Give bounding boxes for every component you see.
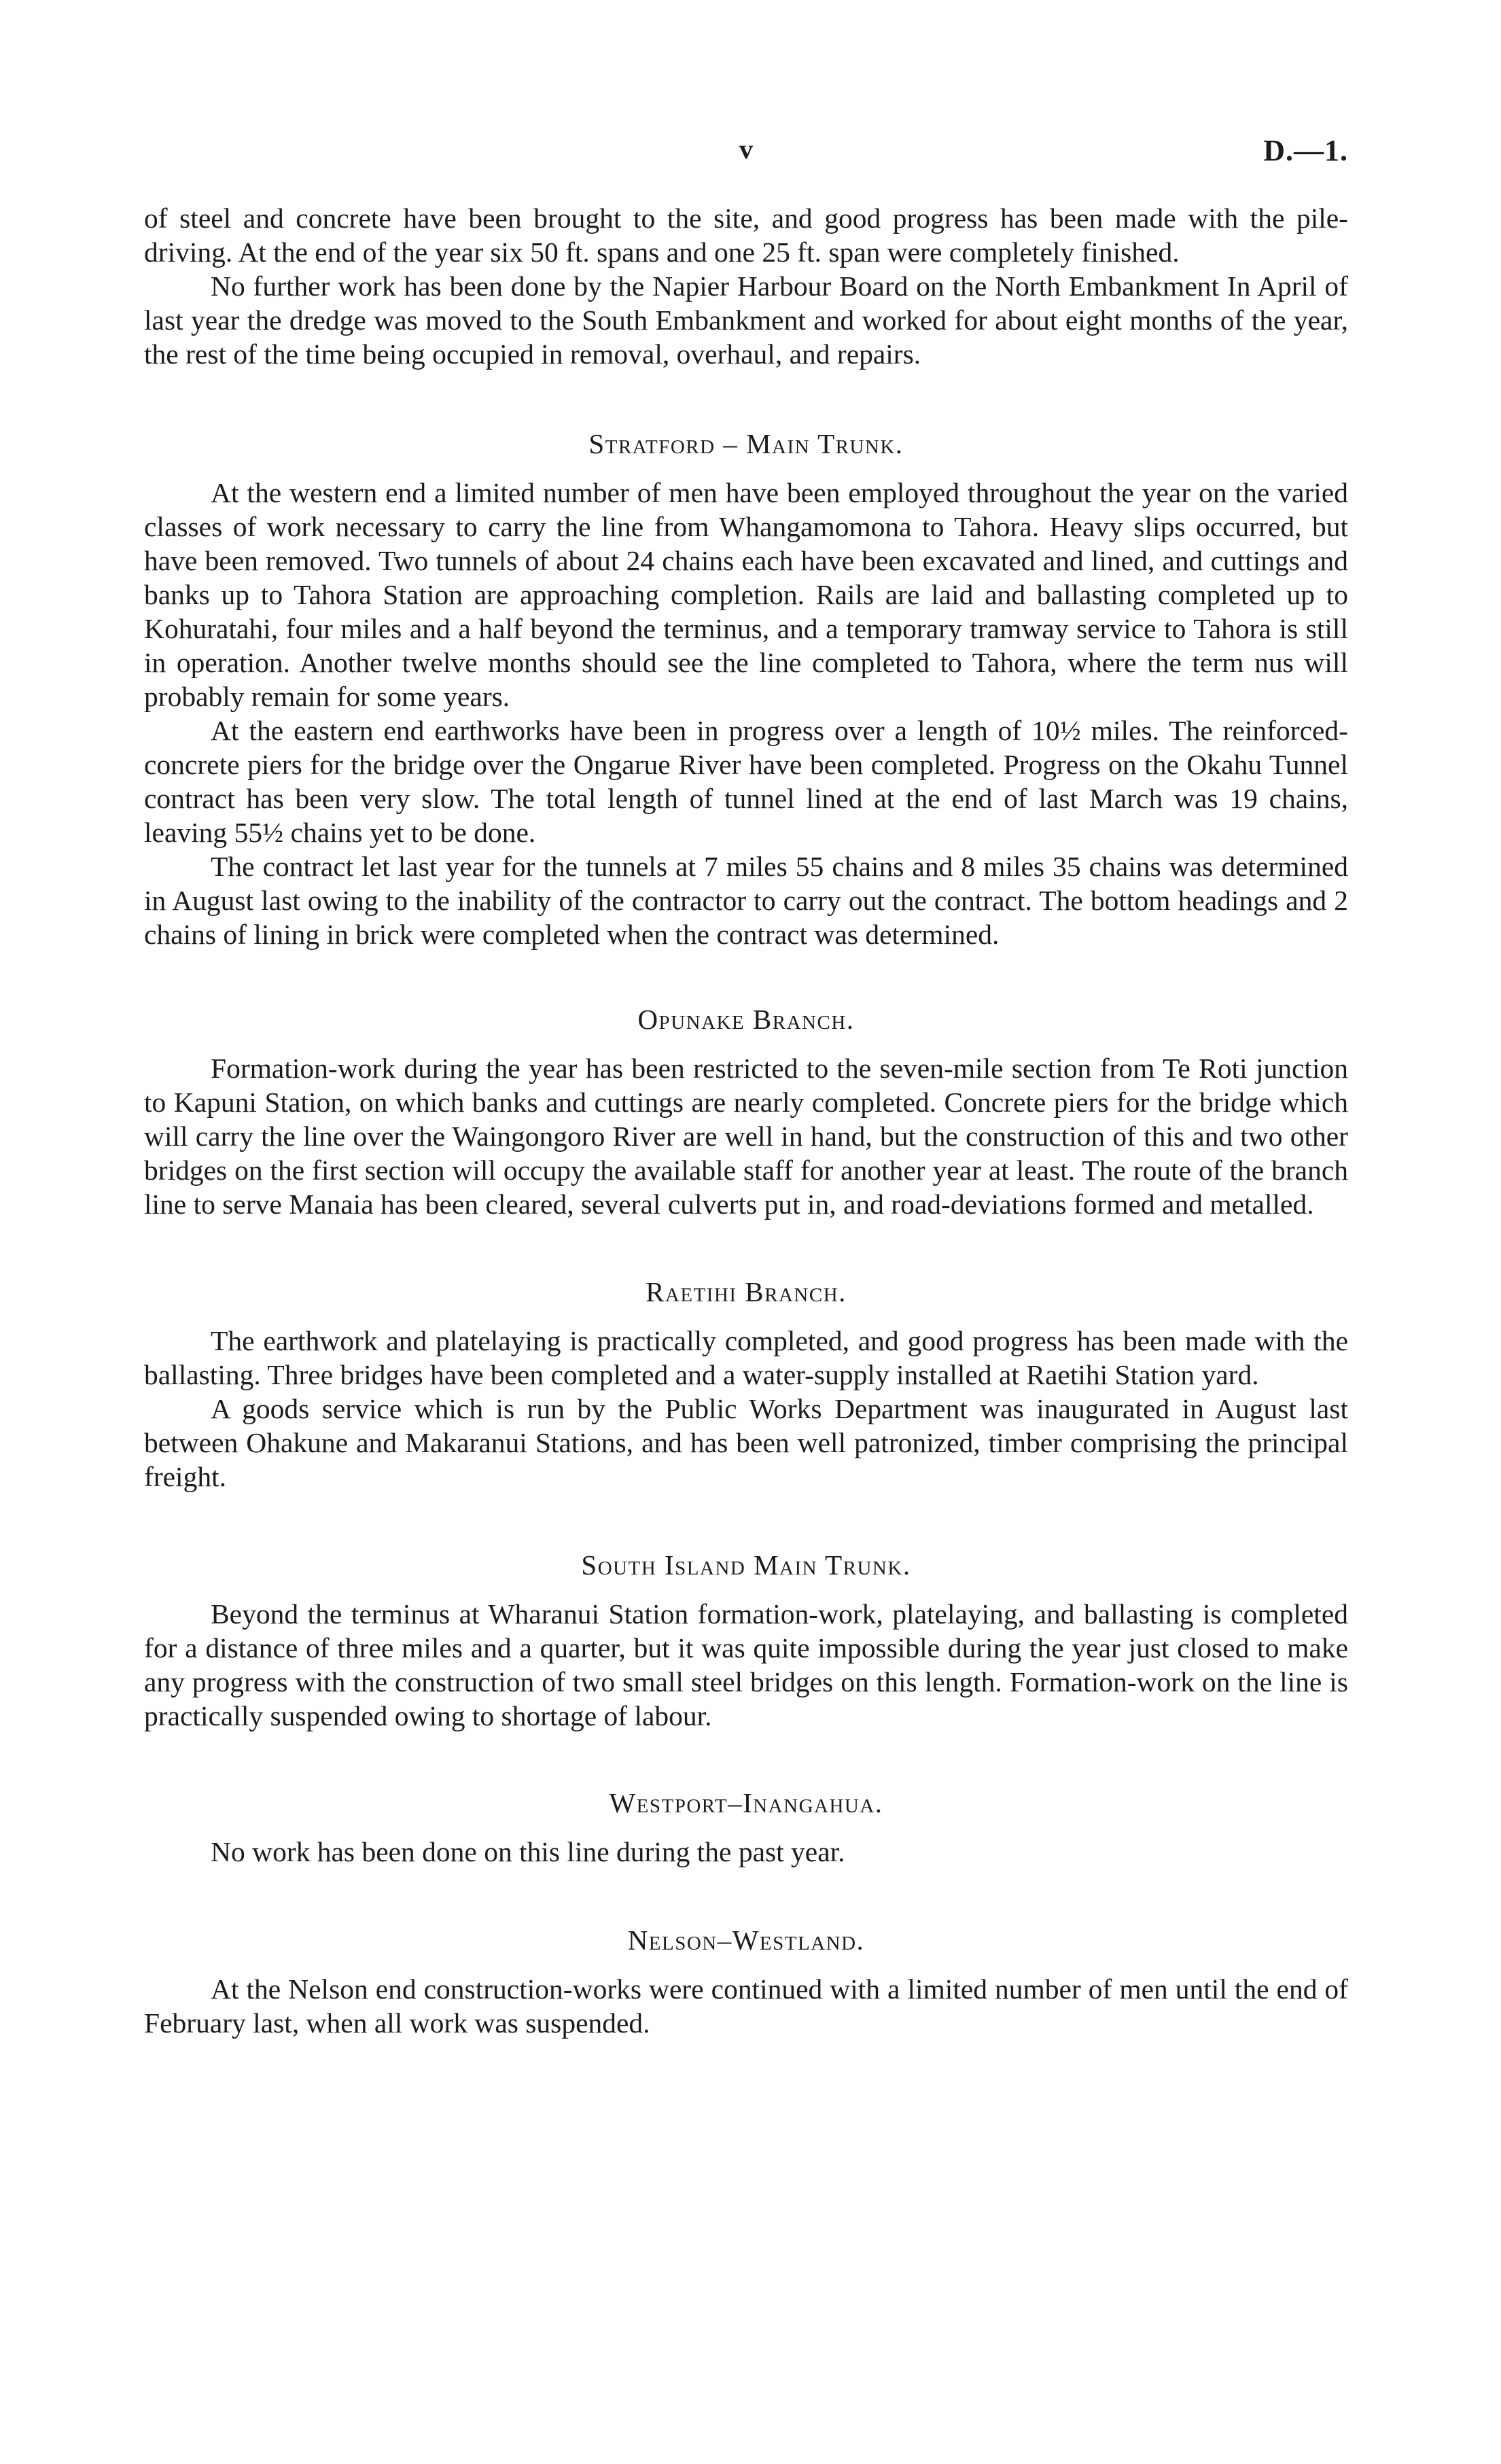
paragraph: The earthwork and platelaying is practically completed, and good progress has been made with the ballasting. Three bridges have been completed and a water-supply installed at Raetihi Station yard. bbox=[144, 1325, 1348, 1390]
page-body bbox=[144, 201, 1348, 2040]
section-westport-inangahua bbox=[144, 1786, 1348, 1869]
section-heading: Westport–Inangahua. bbox=[609, 1787, 883, 1818]
section-stratford-main-trunk bbox=[144, 427, 1348, 951]
section-heading: Stratford – Main Trunk. bbox=[588, 428, 904, 459]
paragraph: Beyond the terminus at Wharanui Station formation-work, platelaying, and ballasting is completed for a distance of three miles and a quarter, but it was quite impossible during the year just closed to make any progress with the construction of two small steel bridges on this length. Formation-work on the line is practically suspended owing to shortage of labour. bbox=[144, 1598, 1348, 1731]
paragraph: A goods service which is run by the Public Works Department was inaugurated in August last between Ohakune and Makaranui Stations, and has been well patronized, timber comprising the principal freight. bbox=[144, 1393, 1348, 1492]
page-header bbox=[144, 133, 1348, 174]
paragraph-continued: of steel and concrete have been brought to the site, and good progress has been made with the pile-driving. At the end of the year six 50 ft. spans and one 25 ft. span were completely finished. bbox=[144, 203, 1348, 268]
paragraph: At the Nelson end construction-works were continued with a limited number of men until the end of February last, when all work was suspended. bbox=[144, 1973, 1348, 2039]
section-nelson-westland bbox=[144, 1923, 1348, 2040]
paragraph: Formation-work during the year has been restricted to the seven-mile section from Te Roti junction to Kapuni Station, on which banks and cuttings are nearly completed. Concrete piers for the bridge which will carry the line over the Waingongoro River are well in hand, but the construction of this and two other bridges on the first section will occupy the available staff for another year at least. The route of the branch line to serve Manaia has been cleared, several culverts put in, and road-deviations formed and metalled. bbox=[144, 1053, 1348, 1220]
section-heading: Opunake Branch. bbox=[637, 1004, 855, 1035]
paragraph-napier-harbour: No further work has been done by the Napier Harbour Board on the North Embankment In April of last year the dredge was moved to the South Embankment and worked for about eight months of the year, the rest of the time being occupied in removal, overhaul, and repairs. bbox=[144, 270, 1348, 370]
paragraph: At the western end a limited number of men have been employed throughout the year on the varied classes of work necessary to carry the line from Whangamomona to Tahora. Heavy slips occurred, but have been removed. Two tunnels of about 24 chains each have been excavated and lined, and cuttings and banks up to Tahora Station are approaching completion. Rails are laid and ballasting completed up to Kohuratahi, four miles and a half beyond the terminus, and a temporary tramway service to Tahora is still in operation. Another twelve months should see the line completed to Tahora, where the term nus will probably remain for some years. bbox=[144, 477, 1348, 712]
page-number: v bbox=[739, 134, 753, 164]
paragraph: No work has been done on this line during the past year. bbox=[211, 1836, 845, 1867]
section-south-island-main-trunk bbox=[144, 1548, 1348, 1733]
paragraph: The contract let last year for the tunnels at 7 miles 55 chains and 8 miles 35 chains was determined in August last owing to the inability of the contractor to carry out the contract. The bottom headings and 2 chains of lining in brick were completed when the contract was determined. bbox=[144, 851, 1348, 950]
document-reference: D.—1. bbox=[1263, 134, 1348, 167]
section-heading: South Island Main Trunk. bbox=[581, 1549, 911, 1581]
section-opunake-branch bbox=[144, 1002, 1348, 1221]
section-raetihi-branch bbox=[144, 1275, 1348, 1494]
section-heading: Raetihi Branch. bbox=[646, 1276, 847, 1307]
paragraph: At the eastern end earthworks have been in progress over a length of 10½ miles. The reinforced-concrete piers for the bridge over the Ongarue River have been completed. Progress on the Okahu Tunnel contract has been very slow. The total length of tunnel lined at the end of last March was 19 chains, leaving 55½ chains yet to be done. bbox=[144, 715, 1348, 848]
section-heading: Nelson–Westland. bbox=[627, 1924, 865, 1956]
